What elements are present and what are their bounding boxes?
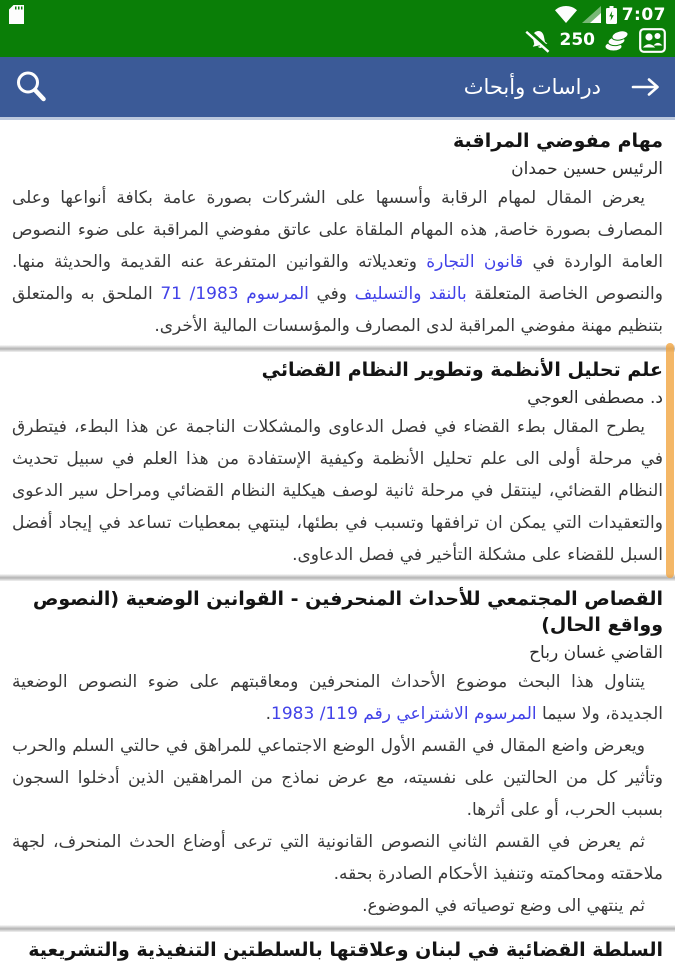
status-time: 7:07 xyxy=(621,4,666,25)
article-item[interactable] xyxy=(0,584,675,922)
article-item[interactable] xyxy=(0,355,675,571)
article-paragraph: ثم يعرض في القسم الثاني النصوص القانونية التي ترعى أوضاع الحدث المنحرف، لجهة ملاحقته ومحاكمته وتنفيذ الأحكام الصادرة بحقه. xyxy=(12,832,663,884)
article-paragraph: ويعرض واضع المقال في القسم الأول الوضع الاجتماعي للمراهق في حالتي السلم والحرب وتأثير كل من الحالتين على نفسيته، مع عرض نماذج من المراهقين الذين أدخلوا السجون بسبب الحرب، أو على أثرها. xyxy=(12,736,663,820)
article-title: مهام مفوضي المراقبة xyxy=(453,130,663,152)
scrollbar-thumb[interactable] xyxy=(666,343,674,578)
page-title: دراسات وأبحاث xyxy=(463,75,601,99)
battery-charging-icon xyxy=(606,6,617,24)
search-icon[interactable] xyxy=(12,68,50,106)
article-divider xyxy=(0,925,675,932)
article-list-container[interactable] xyxy=(0,120,675,961)
article-item[interactable] xyxy=(0,935,675,963)
cell-signal-icon xyxy=(582,6,601,23)
article-title: السلطة القضائية في لبنان وعلاقتها بالسلطتين التنفيذية والتشريعية xyxy=(28,939,663,961)
article-paragraph: يتناول هذا البحث موضوع الأحداث المنحرفين ومعاقبتهم على ضوء النصوص الوضعية الجديدة، ولا سيما المرسوم الاشتراعي رقم 119/ 1983. xyxy=(12,672,663,724)
article-author: الرئيس حسين حمدان xyxy=(511,159,663,179)
coins-icon xyxy=(604,29,630,52)
article-list xyxy=(0,120,675,963)
contacts-icon[interactable] xyxy=(639,28,666,53)
article-title: علم تحليل الأنظمة وتطوير النظام القضائي xyxy=(261,359,663,381)
article-paragraph: يطرح المقال بطء القضاء في فصل الدعاوى والمشكلات الناجمة عن هذا البطء، فيتطرق في مرحلة أولى الى علم تحليل الأنظمة وكيفية الإستفادة من هذا العلم في سبيل تحديث النظام القضائي، لينتقل في مرحلة ثانية لوصف هيكلية النظام القضائي ومراحل سير الدعوى والتعقيدات التي يمكن ان ترافقها وتسبب في بطئها، لينتهي بمعطيات تساعد في إيجاد أفضل السبل للقضاء على مشكلة التأخير في فصل الدعاوى. xyxy=(12,417,663,565)
article-divider xyxy=(0,345,675,352)
article-item[interactable] xyxy=(0,120,675,342)
article-author: د. مصطفى العوجي xyxy=(527,388,663,408)
inline-law-link[interactable]: قانون التجارة xyxy=(426,252,524,272)
app-bar xyxy=(0,57,675,120)
back-arrow-icon[interactable] xyxy=(631,76,661,98)
article-paragraph: يعرض المقال لمهام الرقابة وأسسها على الشركات بصورة عامة بكافة أنواعها وعلى المصارف بصورة خاصة, هذه المهام الملقاة على عاتق مفوضي المراقبة على ضوء النصوص العامة الواردة في قانون التجارة وتعديلاته والقوانين المتفرعة عنه القديمة والحديثة منها. والنصوص الخاصة المتعلقة بالنقد والتسليف وفي المرسوم 1983/ 71 الملحق به والمتعلق بتنظيم مهنة مفوضي المراقبة لدى المصارف والمؤسسات المالية الأخرى. xyxy=(12,188,663,336)
inline-law-link[interactable]: بالنقد والتسليف xyxy=(354,284,467,304)
sd-card-icon xyxy=(9,5,24,24)
article-author: القاضي غسان رباح xyxy=(529,643,663,663)
coin-count: 250 xyxy=(559,30,595,51)
article-divider xyxy=(0,574,675,581)
article-paragraph: ثم ينتهي الى وضع توصياته في الموضوع. xyxy=(362,896,645,916)
inline-law-link[interactable]: المرسوم 1983/ 71 xyxy=(160,284,309,304)
inline-law-link[interactable]: المرسوم الاشتراعي رقم 119/ 1983 xyxy=(271,704,537,724)
article-title: القصاص المجتمعي للأحداث المنحرفين - القوانين الوضعية (النصوص وواقع الحال) xyxy=(32,588,663,636)
wifi-icon xyxy=(555,6,577,23)
notifications-off-icon xyxy=(527,28,551,52)
status-bar xyxy=(0,0,675,57)
